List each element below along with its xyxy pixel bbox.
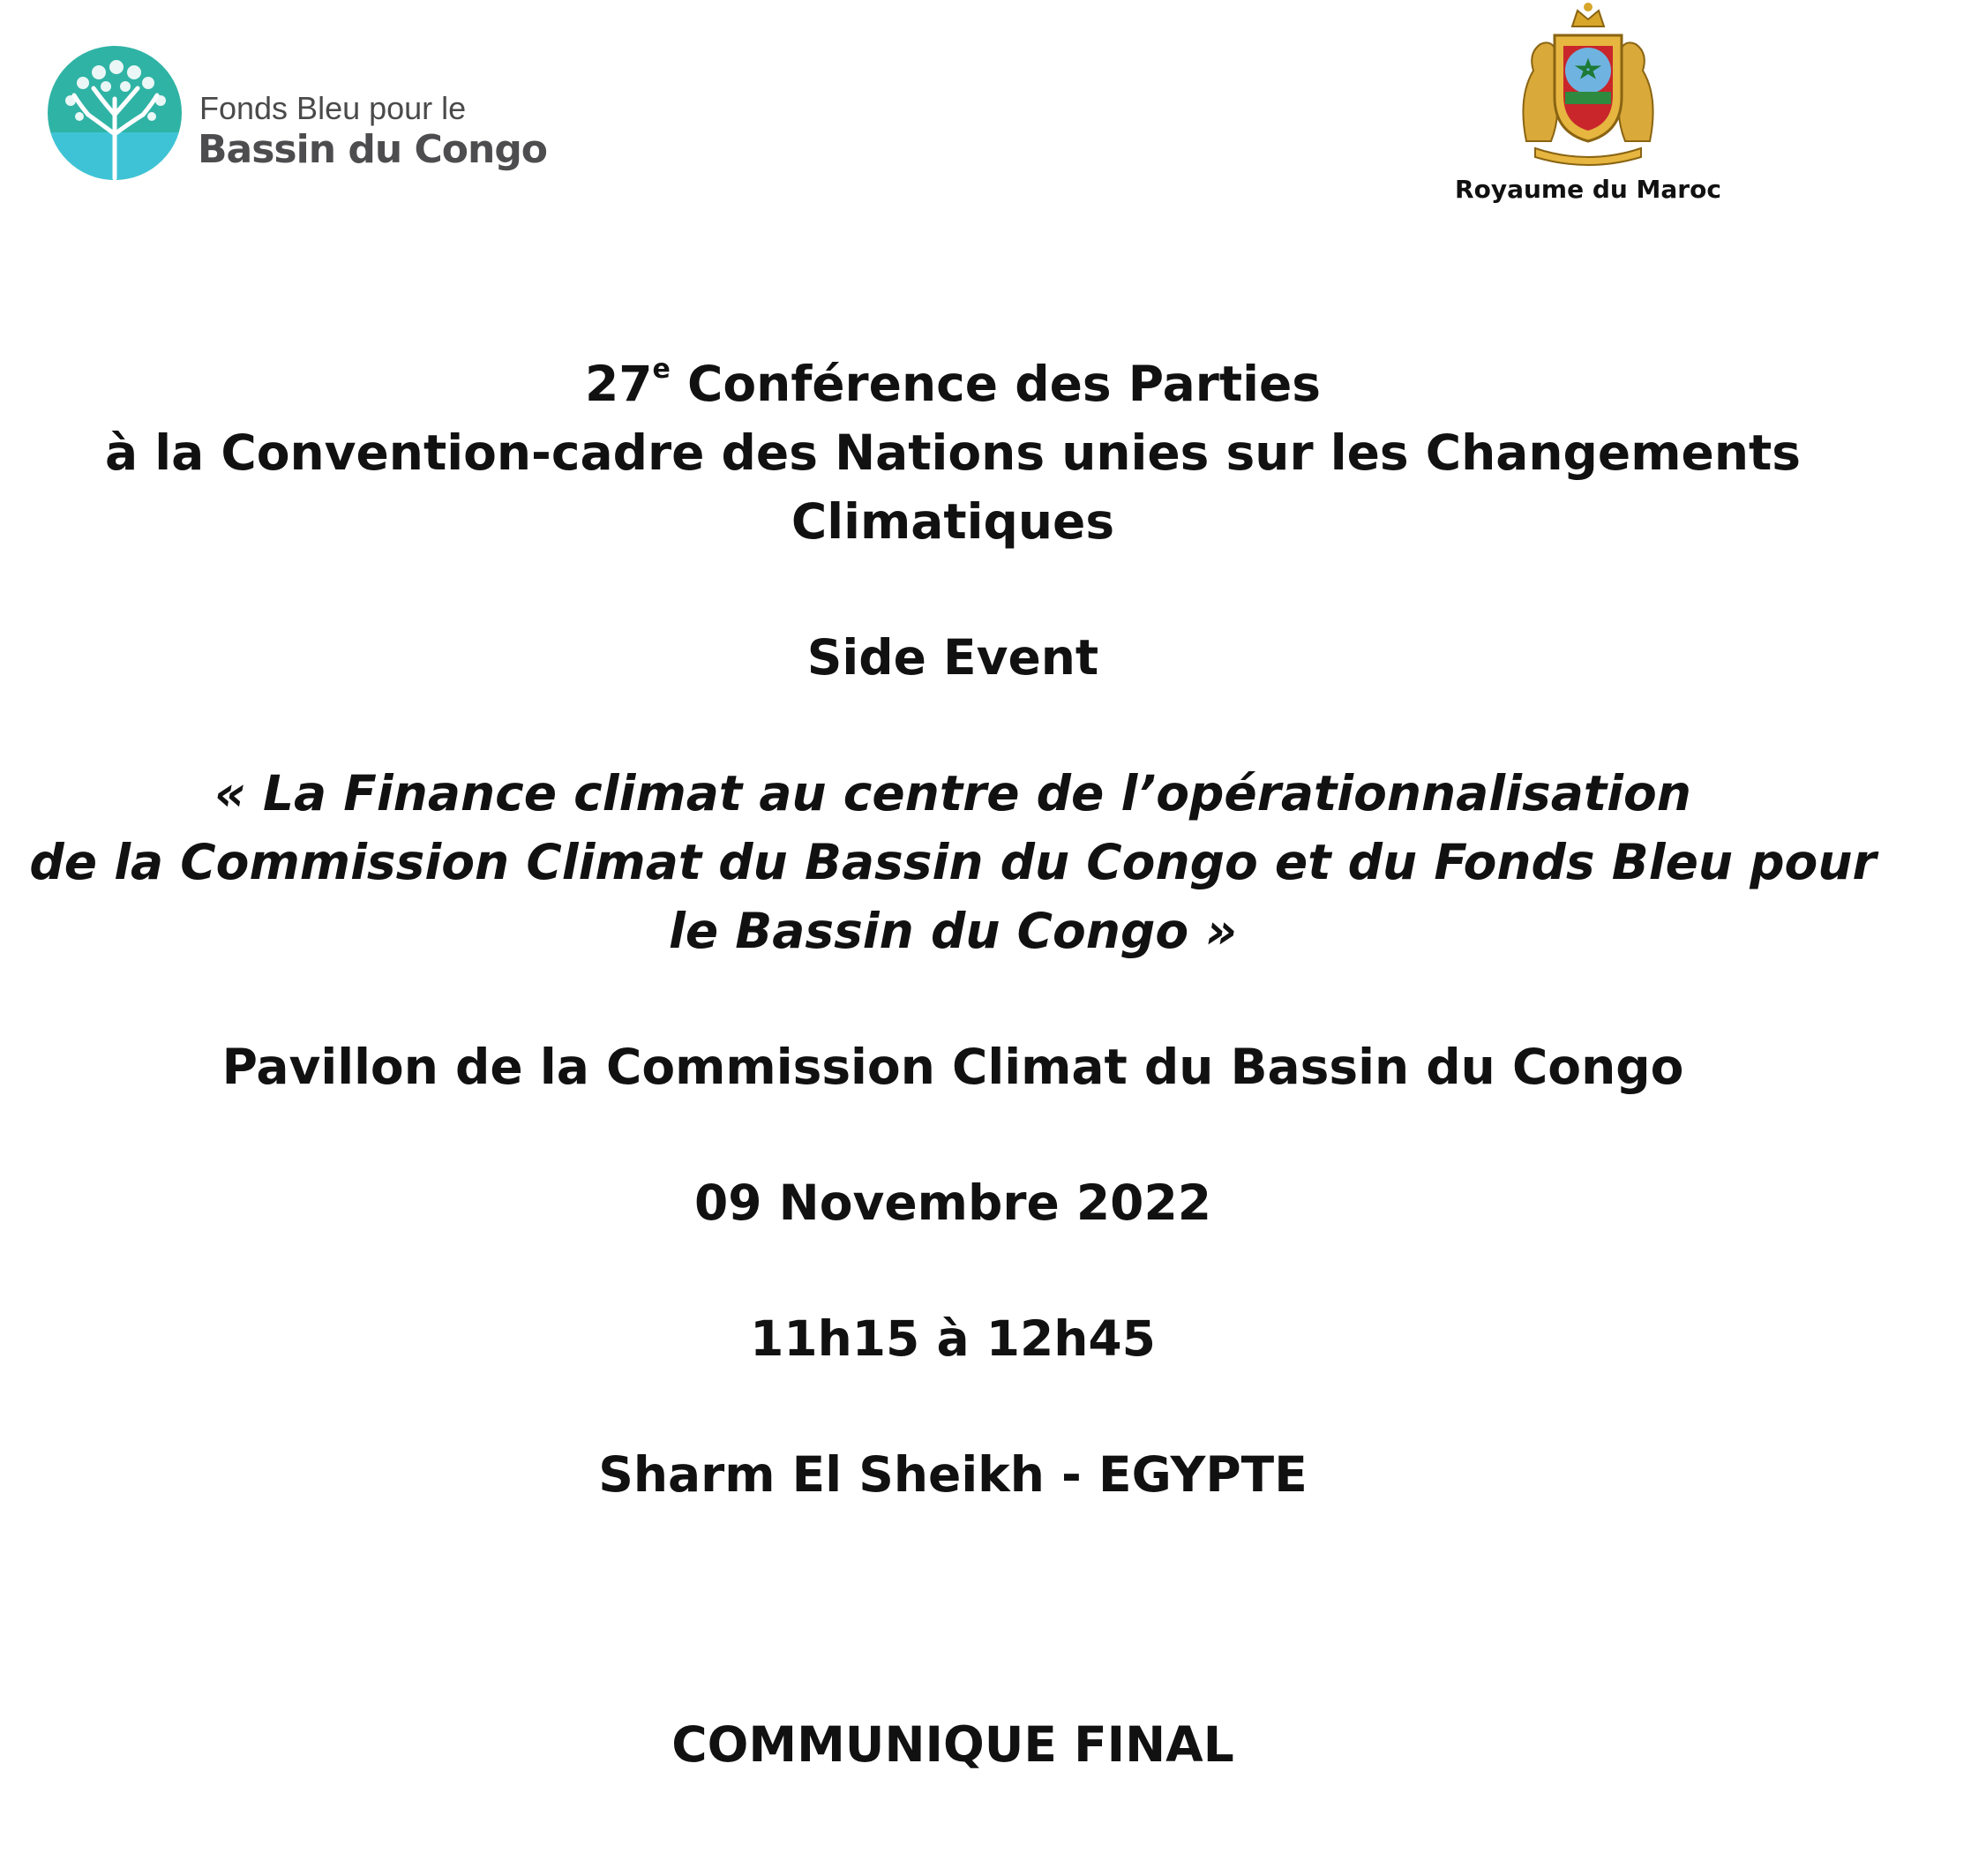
- coat-of-arms-icon: [1509, 0, 1667, 168]
- event-title-line2: de la Commission Climat du Bassin du Congo et du Fonds Bleu pour: [29, 834, 1877, 890]
- event-time: 11h15 à 12h45: [750, 1310, 1156, 1367]
- event-date: 09 Novembre 2022: [694, 1174, 1211, 1231]
- event-title-line3: le Bassin du Congo »: [669, 903, 1237, 959]
- conference-title: [0, 349, 1906, 418]
- document-title: COMMUNIQUE FINAL: [671, 1716, 1234, 1773]
- document-body: [0, 349, 1906, 1779]
- coat-caption: Royaume du Maroc: [1455, 175, 1721, 204]
- venue: Pavillon de la Commission Climat du Bassin du Congo: [221, 1039, 1684, 1095]
- conference-line2: à la Convention-cadre des Nations unies sur les Changements: [104, 424, 1802, 481]
- event-title-line1: « La Finance climat au centre de l’opérationnalisation: [214, 765, 1691, 822]
- fonds-bleu-logo: [48, 46, 548, 196]
- conference-superscript: e: [652, 354, 671, 385]
- side-event-label: Side Event: [806, 629, 1099, 686]
- logo-text-line2: Bassin du Congo: [198, 127, 548, 172]
- tree-logo-icon: [48, 46, 182, 180]
- conference-title-rest: Conférence des Parties: [670, 356, 1322, 412]
- event-location: Sharm El Sheikh - EGYPTE: [598, 1446, 1308, 1503]
- conference-line3: Climatiques: [791, 493, 1115, 550]
- conference-number: 27: [584, 356, 653, 412]
- morocco-coat-of-arms: [1447, 0, 1729, 212]
- logo-text-line1: Fonds Bleu pour le: [199, 90, 467, 126]
